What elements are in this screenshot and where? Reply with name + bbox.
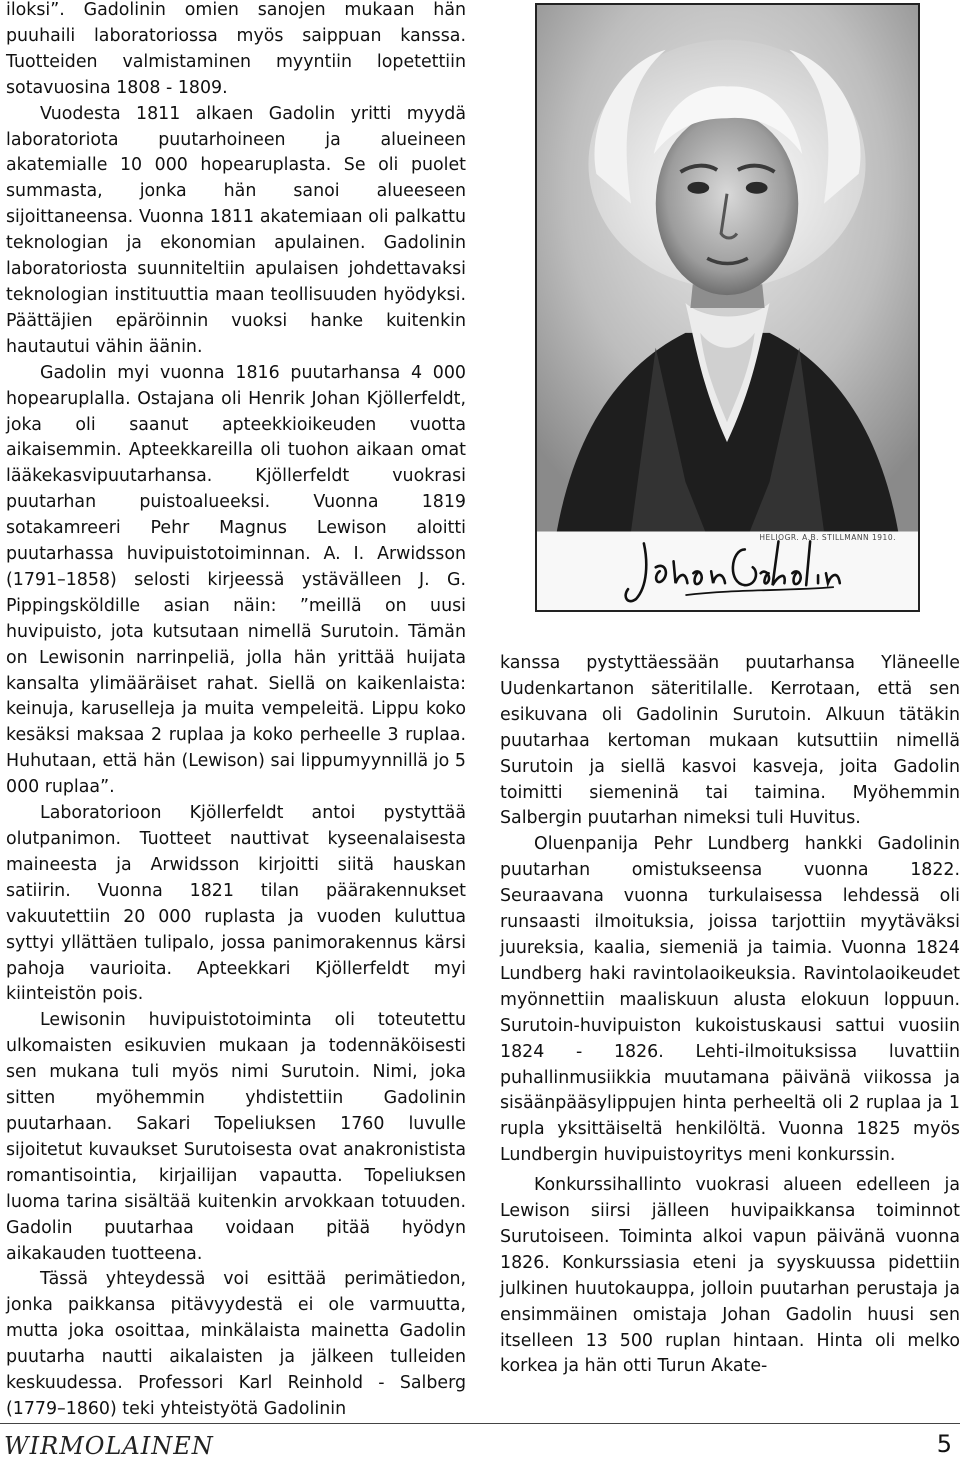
paragraph: Gadolin myi vuonna 1816 puutarhansa 4 000 hopearuplalla. Ostajana oli Henrik Johan Kjöllerfeldt, joka oli saanut apteekkioikeuden vuotta aikaisemmin. Apteekkareilla oli tuohon aikaan omat lääkekasvipuutarhansa. Kjöllerfeldt vuokrasi puutarhan puistoalueeksi. Vuonna 1819 sotakamreeri Pehr Magnus Lewison aloitti puutarhassa huvipuistotoiminnan. A. I. Arwidsson (1791–1858) selosti kirjeessä ystävälleen J. G. Pippingsköldille asian näin: ”meillä on uusi huvipuisto, jota kutsutaan nimellä Surutoin. Tämän on Lewisonin narrinpeliä, jolla hän yrittää huijata kansalta ylimääräiset rahat. Siellä on kaikenlaista: keinuja, karuselleja ja muita vempeleitä. Lippu koko kesäksi maksaa 2 ruplaa ja koko perheelle 3 ruplaa. Huhutaan, että hän (Lewison) sai lippumyynnillä jo 5 000 ruplaa”. — [6, 362, 466, 798]
footer-brand-logo: WIRMOLAINEN — [4, 1432, 214, 1460]
footer-divider — [0, 1423, 960, 1424]
paragraph: kanssa pystyttäessään puutarhansa Yläneelle Uudenkartanon säteritilalle. Kerrotaan, että sen esikuvana oli Gadolinin Surutoin. Alkuun tätäkin puutarhaa kertoman mukaan kutsuttiin nimellä Surutoin ja siellä kasvoi kasveja, joita Gadolin toimitti siemeninä tai taimina. Myöhemmin Salbergin puutarhan nimeksi tuli Huvitus. — [500, 653, 960, 829]
right-text-column — [500, 651, 960, 1380]
engraver-credit: HELIOGR. A.B. STILLMANN 1910. — [759, 533, 896, 542]
portrait-engraving — [537, 5, 918, 610]
page-number: 5 — [936, 1430, 952, 1458]
paragraph: Tässä yhteydessä voi esittää perimätiedon, jonka paikkansa pitävyydestä ei ole varmuutta, mutta joka osoittaa, minkälaista mainetta Gadolin puutarha nautti aikalaisten ja jälkeen tulleiden keskuudessa. Professori Karl Reinhold - Salberg (1779–1860) teki yhteistyötä Gadolinin — [6, 1269, 466, 1419]
portrait-image — [535, 3, 920, 612]
paragraph: Laboratorioon Kjöllerfeldt antoi pystyttää olutpanimon. Tuotteet nauttivat kyseenalaisesta maineesta ja Arwidsson kirjoitti siitä hauskan satiirin. Vuonna 1821 tilan päärakennukset vakuutettiin 20 000 ruplasta ja vuoden kuluttua syttyi yllättäen tulipalo, jossa panimorakennus kärsi pahoja vaurioita. Apteekkari Kjöllerfeldt myi kiinteistön pois. — [6, 803, 466, 1005]
paragraph: Konkurssihallinto vuokrasi alueen edelleen ja Lewison siirsi jälleen huvipaikkansa toiminnot Surutoiseen. Toiminta alkoi vapun päivänä vuonna 1826. Konkurssiasia eteni ja syyskuussa pidettiin julkinen huutokauppa, jolloin puutarhan perustaja ja ensimmäinen omistaja Johan Gadolin huusi sen itselleen 13 500 ruplan hintaan. Hinta oli melko korkea ja hän otti Turun Akate- — [500, 1175, 960, 1377]
paragraph: Lewisonin huvipuistotoiminta oli toteutettu ulkomaisten esikuvien mukaan ja todennäköisesti sen mukana tuli myös nimi Surutoin. Nimi, joka sitten myöhemmin yhdistettiin Gadolinin puutarhaan. Sakari Topeliuksen 1760 luvulle sijoitetut kuvaukset Surutoisesta ovat anakronistista romantisointia, kirjailijan vapautta. Topeliuksen luoma tarina sisältää kuitenkin arvokkaan totuuden. Gadolin puutarhaa voidaan pitää hyödyn aikakauden tuotteena. — [6, 1010, 466, 1264]
paragraph: Vuodesta 1811 alkaen Gadolin yritti myydä laboratoriota puutarhoineen ja alueineen akatemialle 10 000 hopearuplasta. Se oli puolet summasta, jonka hän sanoi alueeseen sijoittaneensa. Vuonna 1811 akatemiaan oli palkattu teknologian ja ekonomian apulainen. Gadolinin laboratoriosta suunniteltiin apulaisen johdettavaksi teknologian instituuttia maan teollisuuden hyödyksi. Päättäjien epäröinnin vuoksi hanke kuitenkin hautautui vähin äänin. — [6, 103, 466, 357]
paragraph: iloksi”. Gadolinin omien sanojen mukaan hän puuhaili laboratoriossa myös saippuan kanssa. Tuotteiden valmistaminen myyntiin lopetettiin sotavuosina 1808 - 1809. — [6, 0, 466, 98]
paragraph: Oluenpanija Pehr Lundberg hankki Gadolinin puutarhan omistukseensa vuonna 1822. Seuraavana vuonna turkulaisessa lehdessä oli runsaasti ilmoituksia, joissa tarjottiin myytäväksi juureksia, kaalia, siemeniä ja taimia. Vuonna 1824 Lundberg haki ravintolaoikeuksia. Ravintolaoikeudet myönnettiin maaliskuun alusta elokuun loppuun. Surutoin-huvipuiston kukoistuskausi sattui vuosiin 1824 - 1826. Lehti-ilmoituksissa luvattiin puhallinmusiikkia muutamana päivänä viikossa ja sisäänpääsylippujen hinta perheeltä oli 2 ruplaa ja 1 rupla yksittäiseltä henkilöltä. Vuonna 1825 myös Lundbergin huvipuistoyritys meni konkurssin. — [500, 834, 960, 1166]
left-text-column — [6, 0, 466, 1423]
